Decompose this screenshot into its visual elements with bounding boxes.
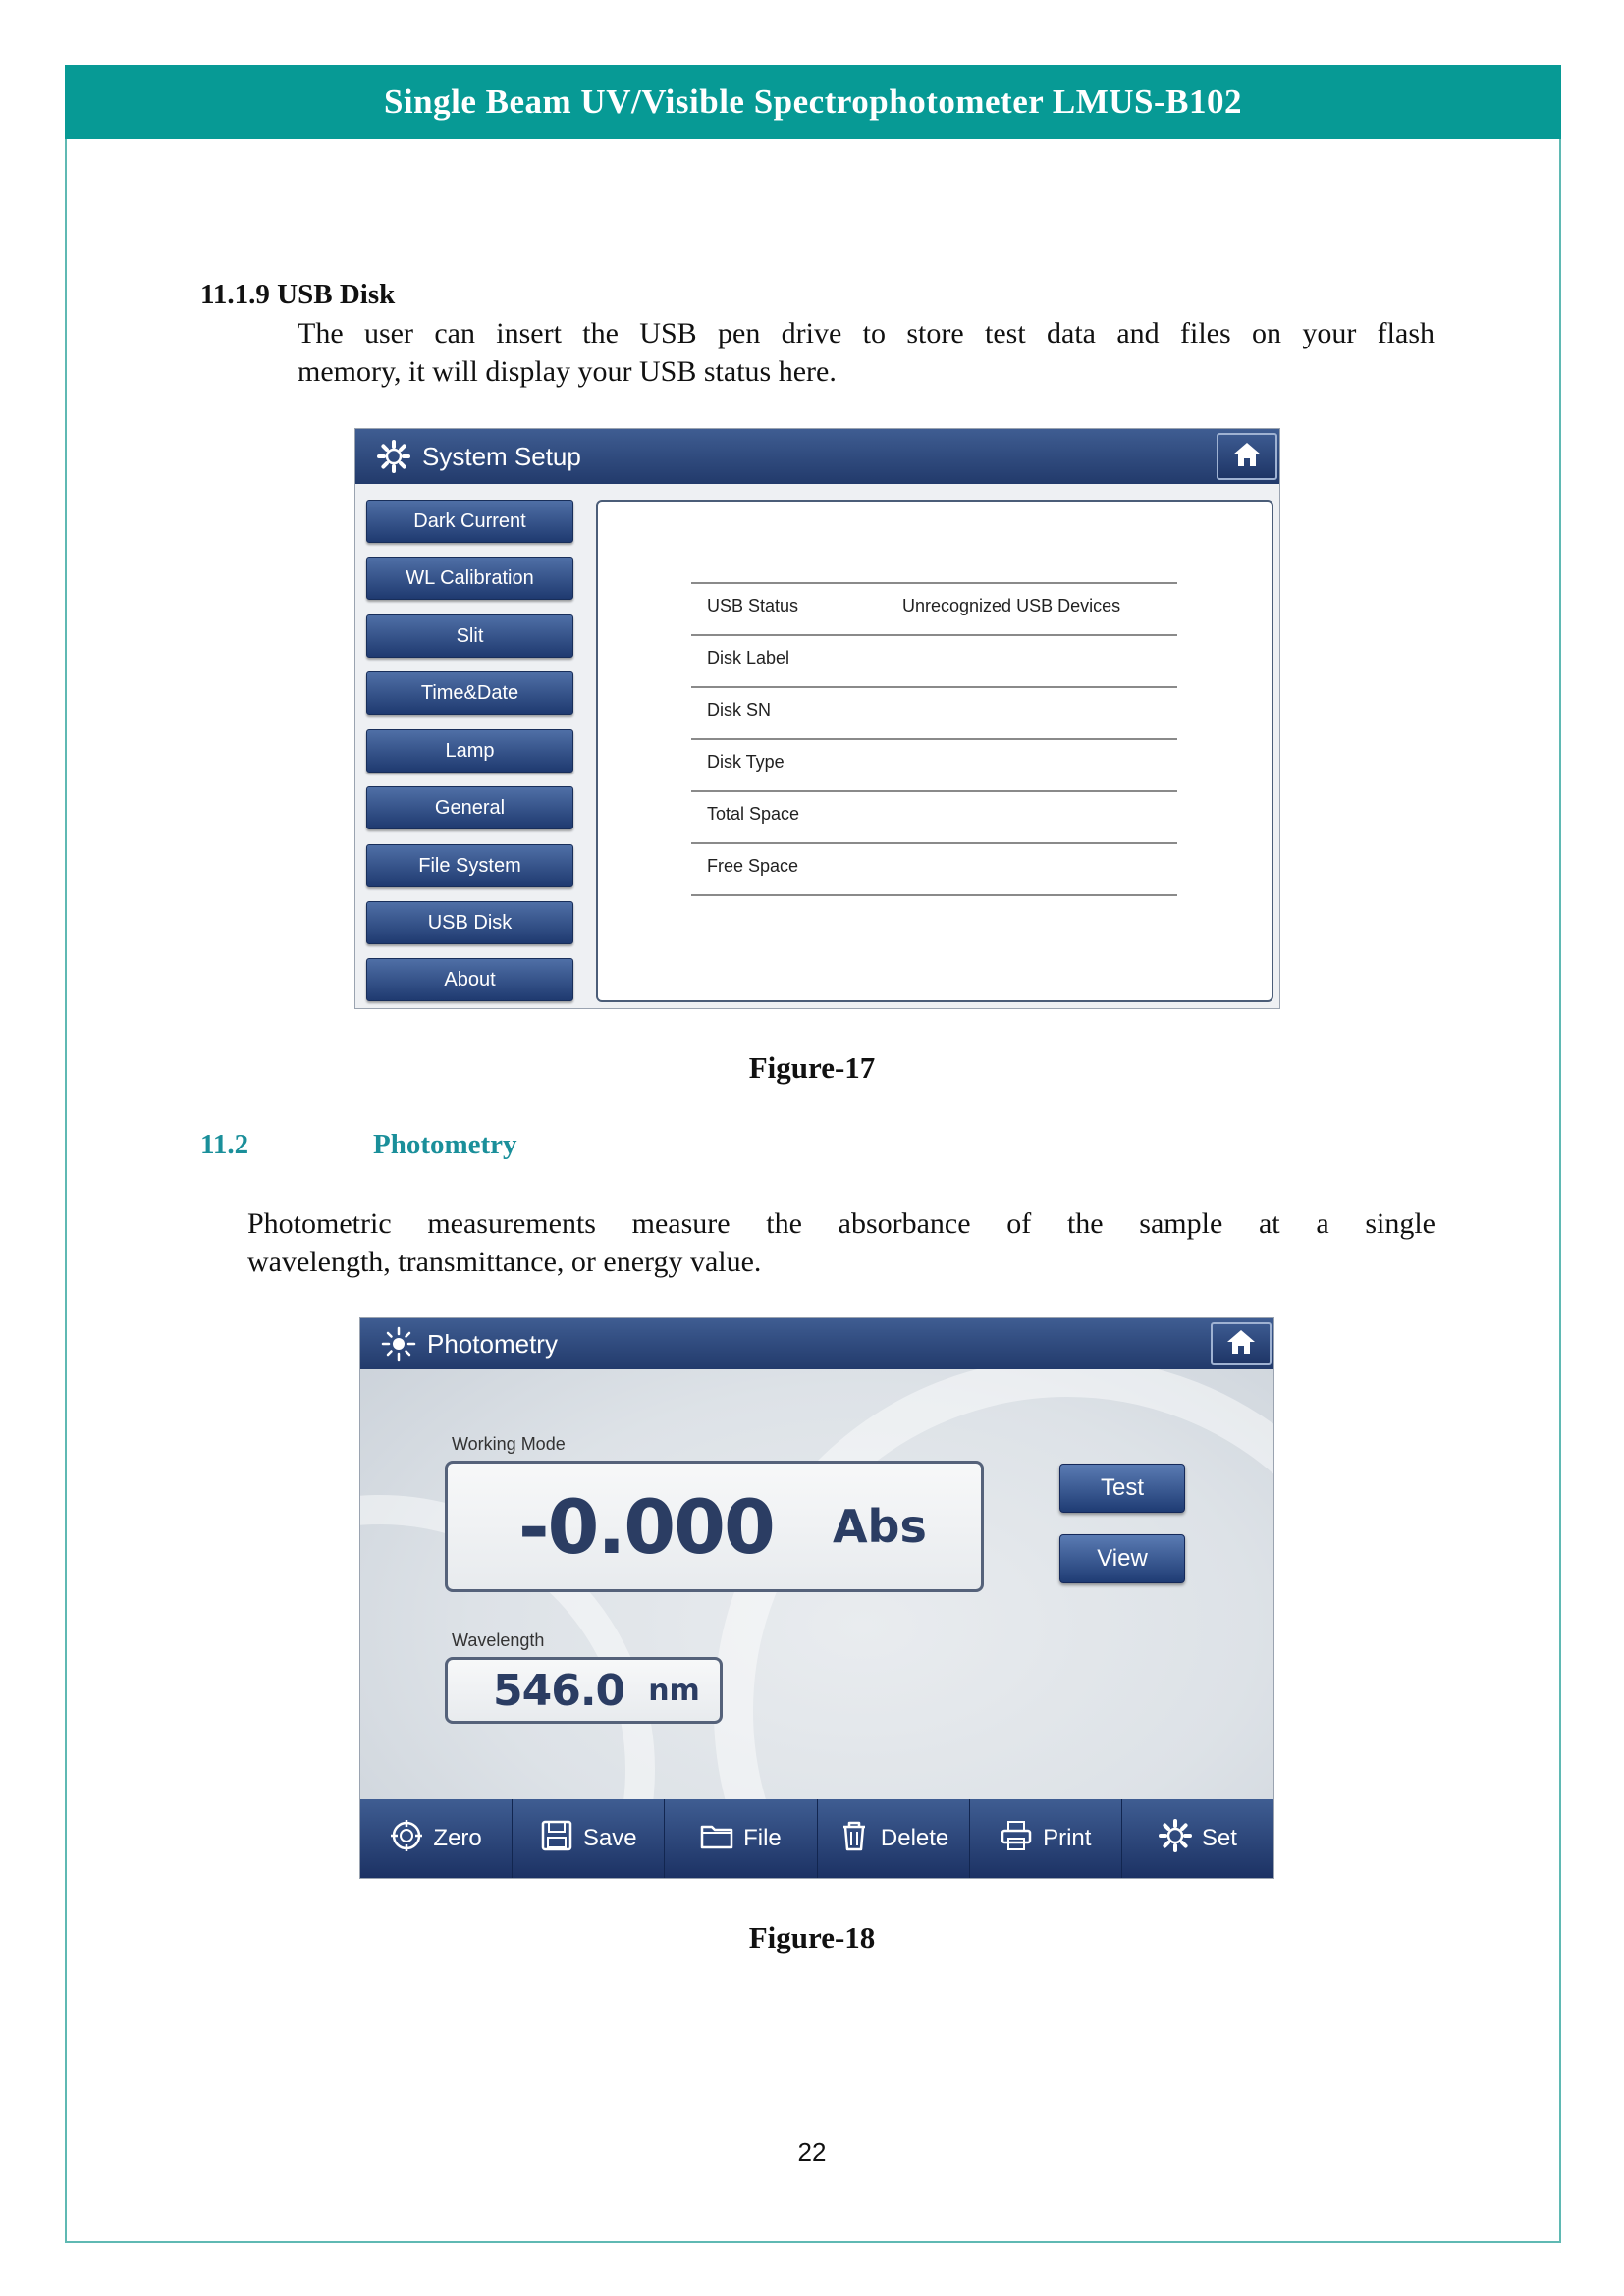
printer-icon [1000,1819,1033,1859]
delete-button-label: Delete [880,1825,949,1851]
menu-general-button[interactable]: General [366,786,573,829]
divider [691,634,1177,636]
menu-file-system-button[interactable]: File System [366,844,573,887]
photometry-paragraph-line-1: Photometric measurements measure the absorbance of the sample at a single [247,1207,1435,1240]
gear-icon [375,438,412,475]
document-title: Single Beam UV/Visible Spectrophotometer LMUS-B102 [383,82,1243,121]
photometry-title: Photometry [427,1328,558,1359]
save-button-label: Save [582,1825,637,1851]
usb-paragraph [298,314,1435,391]
target-icon [390,1819,423,1859]
photometry-titlebar [360,1318,1273,1369]
photometry-paragraph [247,1204,1435,1281]
divider [691,738,1177,740]
usb-status-label: USB Status [707,596,799,615]
photometry-paragraph-line-2: wavelength, transmittance, or energy value. [247,1246,762,1278]
menu-usb-disk-button[interactable]: USB Disk [366,901,573,944]
section-heading-usb-disk: 11.1.9 USB Disk [200,279,396,310]
wavelength-value: 546.0 [493,1665,625,1716]
divider [691,842,1177,844]
page-frame [65,65,1561,2243]
section-number-11-2: 11.2 [200,1129,249,1160]
system-setup-title: System Setup [422,441,581,471]
menu-slit-button[interactable]: Slit [366,614,573,658]
divider [691,790,1177,792]
menu-lamp-button[interactable]: Lamp [366,729,573,773]
page-number: 22 [797,2137,827,2166]
home-button[interactable] [1211,1322,1272,1365]
trash-icon [838,1819,871,1859]
usb-paragraph-line-2: memory, it will display your USB status here. [298,355,837,388]
zero-button[interactable] [360,1799,513,1878]
bottom-toolbar [360,1799,1273,1878]
section-heading-photometry: Photometry [373,1129,517,1160]
set-button[interactable] [1122,1799,1273,1878]
folder-icon [700,1819,733,1859]
divider [691,894,1177,896]
menu-wl-calibration-button[interactable]: WL Calibration [366,557,573,600]
absorbance-readout [445,1461,984,1592]
total-space-label: Total Space [707,804,800,824]
figure-18-caption: Figure-18 [748,1920,876,1954]
sun-icon [380,1325,417,1362]
usb-paragraph-line-1: The user can insert the USB pen drive to store test data and files on your flash [298,317,1435,349]
disk-type-label: Disk Type [707,752,785,772]
free-space-label: Free Space [707,856,799,876]
figure-17-system-setup-screenshot [354,428,1280,1009]
menu-about-button[interactable]: About [366,958,573,1001]
figure-17-caption: Figure-17 [748,1050,876,1085]
document-header [65,65,1561,139]
divider [691,686,1177,688]
delete-button[interactable] [818,1799,970,1878]
figure-18-photometry-screenshot [359,1317,1274,1879]
file-button[interactable] [665,1799,817,1878]
usb-status-value: Unrecognized USB Devices [902,596,1121,615]
absorbance-value: -0.000 [518,1482,774,1571]
menu-time-date-button[interactable]: Time&Date [366,671,573,715]
system-setup-titlebar [355,429,1279,484]
set-button-label: Set [1201,1825,1237,1851]
zero-button-label: Zero [433,1825,482,1851]
file-button-label: File [743,1825,782,1851]
absorbance-unit: Abs [832,1500,927,1553]
divider [691,582,1177,584]
menu-dark-current-button[interactable]: Dark Current [366,500,573,543]
working-mode-label: Working Mode [452,1434,566,1454]
wavelength-label: Wavelength [452,1630,545,1650]
view-button[interactable]: View [1059,1534,1185,1583]
save-button[interactable] [513,1799,665,1878]
print-button-label: Print [1043,1825,1092,1851]
print-button[interactable] [970,1799,1122,1878]
wavelength-unit: nm [648,1673,700,1708]
wavelength-readout[interactable] [445,1657,723,1724]
home-button[interactable] [1217,433,1277,480]
disk-sn-label: Disk SN [707,700,772,720]
disk-label-label: Disk Label [707,648,790,667]
gear-icon [1159,1819,1192,1859]
home-icon [1225,1328,1257,1360]
floppy-icon [540,1819,573,1859]
test-button[interactable]: Test [1059,1464,1185,1513]
usb-info-panel [596,500,1273,1002]
home-icon [1231,441,1263,472]
